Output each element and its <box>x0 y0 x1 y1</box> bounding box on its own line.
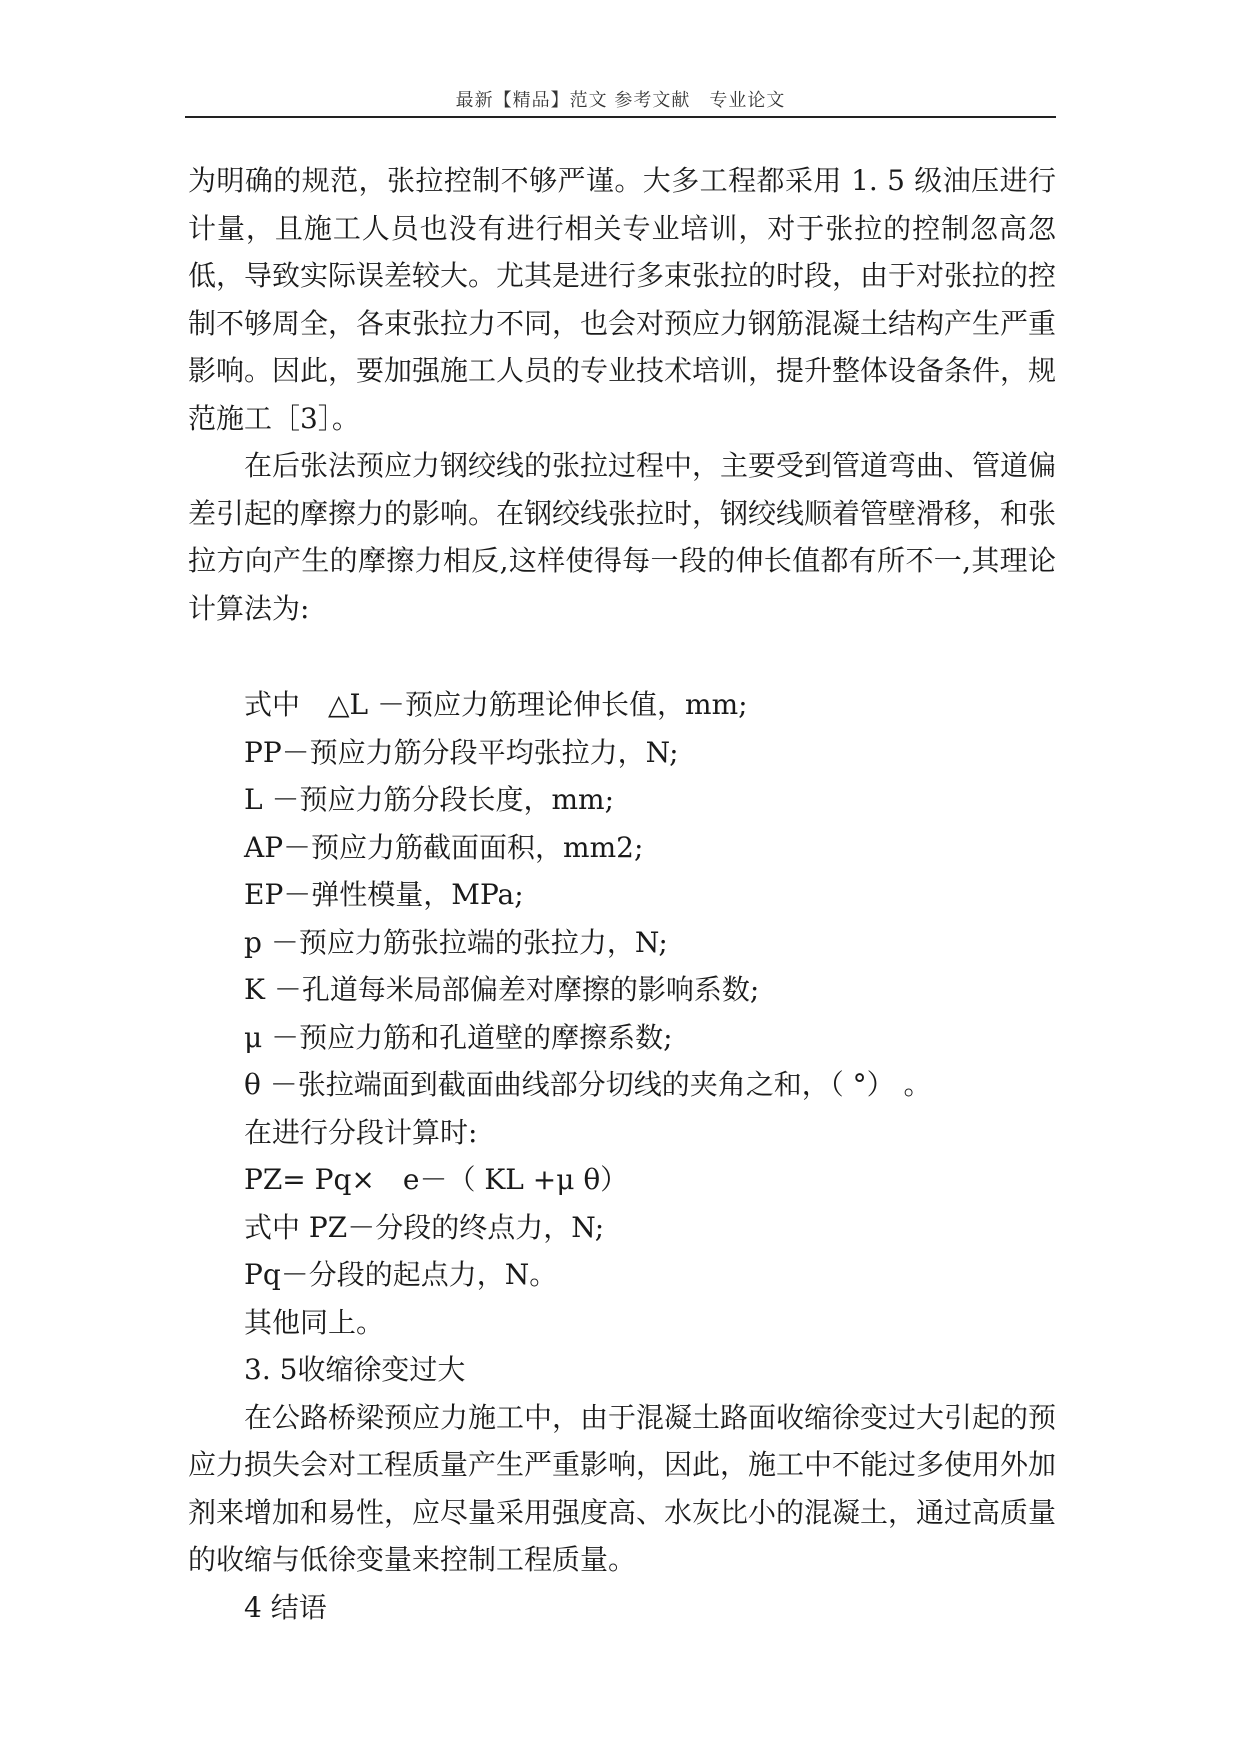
paragraph-2: 在后张法预应力钢绞线的张拉过程中，主要受到管道弯曲、管道偏差引起的摩擦力的影响。在钢绞线张拉时，钢绞线顺着管壁滑移，和张拉方向产生的摩擦力相反,这样使得每一段的伸长值都有所不一,其理论计算法为: <box>188 449 1057 625</box>
definition-l: L －预应力筋分段长度，mm; <box>244 783 615 816</box>
paragraph-3: 在公路桥梁预应力施工中，由于混凝土路面收缩徐变过大引起的预应力损失会对工程质量产生严重影响，因此，施工中不能过多使用外加剂来增加和易性，应尽量采用强度高、水灰比小的混凝土，通过高质量的收缩与低徐变量来控制工程质量。 <box>188 1400 1057 1576</box>
definition-k: K －孔道每米局部偏差对摩擦的影响系数; <box>244 973 760 1006</box>
section-heading-4: 4 结语 <box>244 1590 327 1624</box>
definition-pq: Pq－分段的起点力，N。 <box>244 1258 558 1291</box>
others-same: 其他同上。 <box>244 1305 385 1339</box>
segment-formula: PZ= Pq× e－（ KL +μ θ） <box>244 1163 629 1196</box>
definition-pz: 式中 PZ－分段的终点力，N; <box>244 1210 605 1244</box>
definition-theta: θ －张拉端面到截面曲线部分切线的夹角之和，（ °） 。 <box>244 1068 932 1101</box>
section-heading-3-5: 3. 5收缩徐变过大 <box>244 1353 466 1386</box>
definition-ep: EP－弹性模量，MPa; <box>244 878 524 911</box>
definition-ap: AP－预应力筋截面面积，mm2; <box>244 830 644 864</box>
definition-delta-l: 式中 △L －预应力筋理论伸长值，mm; <box>244 688 748 721</box>
page-header: 最新【精品】范文 参考文献 专业论文 <box>455 90 786 111</box>
definition-mu: μ －预应力筋和孔道壁的摩擦系数; <box>244 1020 673 1054</box>
definition-p: p －预应力筋张拉端的张拉力，N; <box>244 925 668 959</box>
formula-placeholder <box>188 632 1056 679</box>
segment-calc-intro: 在进行分段计算时: <box>244 1115 478 1149</box>
paragraph-1: 为明确的规范，张拉控制不够严谨。大多工程都采用 1. 5 级油压进行计量，且施工人员也没有进行相关专业培训，对于张拉的控制忽高忽低，导致实际误差较大。尤其是进行多束张拉的时段，由于对张拉的控制不够周全，各束张拉力不同，也会对预应力钢筋混凝土结构产生严重影响。因此，要加强施工人员的专业技术培训，提升整体设备条件，规范施工［3］。 <box>188 164 1057 435</box>
header-divider <box>185 116 1056 118</box>
document-body <box>188 157 1056 1631</box>
definition-pp: PP－预应力筋分段平均张拉力，N; <box>244 735 679 769</box>
